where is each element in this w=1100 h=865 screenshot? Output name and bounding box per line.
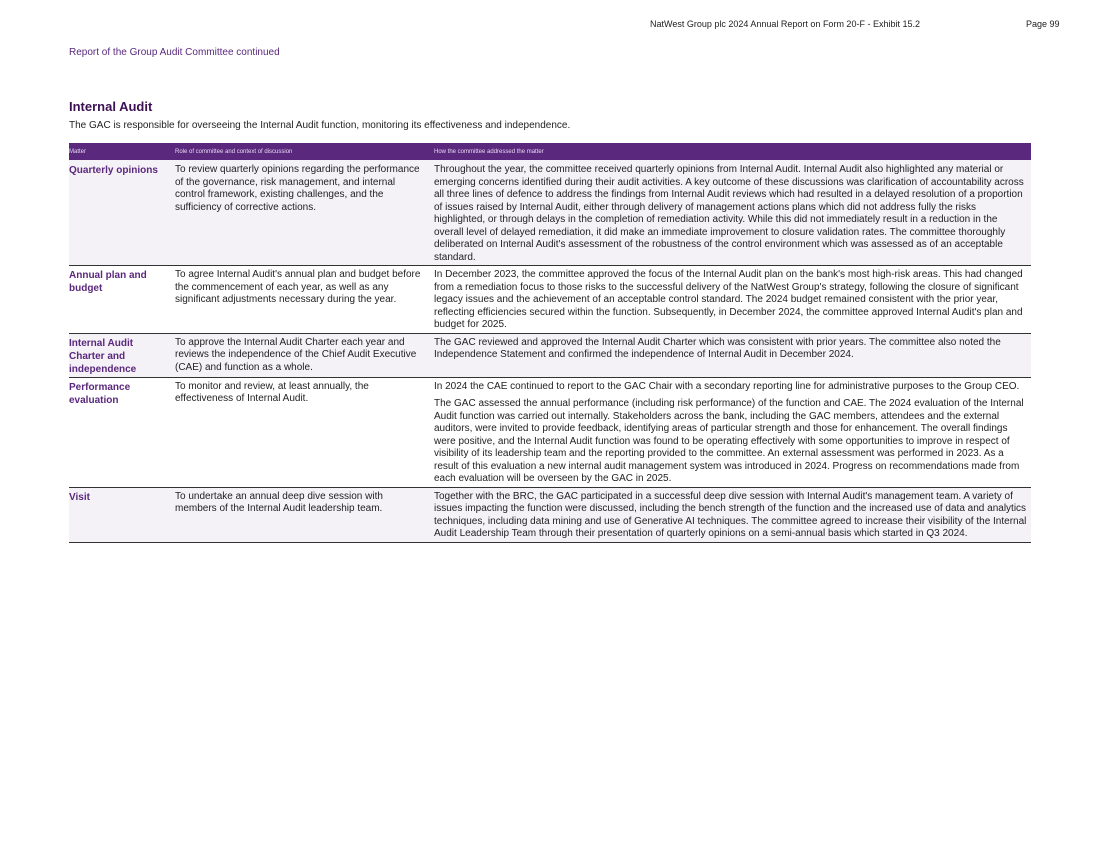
row-matter: Performance evaluation [69,381,131,406]
page-number: Page 99 [1026,19,1060,29]
row-how [434,491,1031,541]
row-how [434,269,1031,332]
section-title: Internal Audit [69,99,153,114]
row-role: To review quarterly opinions regarding the performance of the governance, risk management, and internal control framework, existing challenges, and the sufficiency of corrective actions. [175,164,420,213]
header-matter: Matter [69,148,87,155]
header-how: How the committee addressed the matter [434,148,544,155]
row-how-paragraph: Throughout the year, the committee received quarterly opinions from Internal Audit. Internal Audit also highlighted any material or emerging concerns identified during their audit activities. A key outcome of these discussions was clarification of accountability across all three lines of defence to address the findings from Internal Audit reviews which had resulted in a delayed resolution of a proportion of issues raised by Internal Audit, either through delivery of management actions plans which did not address fully the risks highlighted, or through delays in the completion of remediation activity. While this did not immediately result in a reduction in the overall level of delayed remediation, it did make an immediate improvement to closure validation rates. The committee thoroughly deliberated on Internal Audit's assessment of the robustness of the control environment which was assessed as of an acceptable standard. [434,164,1024,263]
row-how [434,381,1031,486]
header-role: Role of committee and context of discussion [175,148,293,155]
table-row [69,378,1031,488]
row-matter: Internal Audit Charter and independence [69,337,137,375]
report-header-title: NatWest Group plc 2024 Annual Report on Form 20-F - Exhibit 15.2 [650,19,920,29]
page-subtitle: Report of the Group Audit Committee continued [69,47,280,58]
row-role: To undertake an annual deep dive session with members of the Internal Audit leadership team. [175,490,383,514]
row-how-paragraph: Together with the BRC, the GAC participated in a successful deep dive session with Internal Audit's management team. A variety of issues impacting the function were discussed, including the bench strength of the function and the increased use of data and analytics techniques, including data mining and use of Generative AI techniques. The committee agreed to increase their visibility of the Internal Audit Leadership Team through their presentation of quarterly opinions on a semi-annual basis which started in Q3 2024. [434,490,1027,539]
row-how-paragraph: The GAC reviewed and approved the Internal Audit Charter which was consistent with prior years. The committee also noted the Independence Statement and confirmed the independence of Internal Audit in December 2024. [434,336,1001,360]
table-row [69,266,1031,334]
row-how [434,337,1031,376]
internal-audit-table [69,143,1031,543]
row-matter: Quarterly opinions [69,165,158,176]
table-row [69,160,1031,266]
table-header [69,143,1031,160]
row-how-paragraph: In December 2023, the committee approved the focus of the Internal Audit plan on the bank's most high-risk areas. This had changed from a remediation focus to those risks to the successful delivery of the NatWest Group's strategy, following the closure of significant legacy issues and the achievement of an acceptable control standard. The 2024 budget remained consistent with the prior year, reflecting efficiencies secured within the function. Subsequently, in December 2024, the committee approved Internal Audit's plan and budget for 2025. [434,269,1023,330]
row-role: To approve the Internal Audit Charter each year and reviews the independence of the Chief Audit Executive (CAE) and function as a whole. [175,336,417,373]
row-how [434,164,1031,264]
row-role: To monitor and review, at least annually, the effectiveness of Internal Audit. [175,380,369,404]
section-intro: The GAC is responsible for overseeing the Internal Audit function, monitoring its effectiveness and independence. [69,120,571,131]
table-row [69,488,1031,543]
row-how-paragraph: In 2024 the CAE continued to report to the GAC Chair with a secondary reporting line for administrative purposes to the Group CEO. [434,380,1020,392]
table-row [69,334,1031,378]
row-matter: Annual plan and budget [69,270,147,294]
row-how-paragraph: The GAC assessed the annual performance (including risk performance) of the function and CAE. The 2024 evaluation of the Internal Audit function was carried out internally. Stakeholders across the bank, including the GAC members, attendees and the external auditors, were invited to provide feedback, identifying areas of particular strength and those for enhancement. The overall findings were positive, and the Internal Audit function was found to be operating effectively with some opportunities to improve in respect of visibility of its leadership team and the reporting provided to the committee. An external assessment was performed in 2023. As a result of this evaluation a new internal audit management system was introduced in 2024. Progress on recommendations made from each evaluation will be overseen by the GAC in 2025. [434,398,1024,484]
row-matter: Visit [69,491,90,503]
row-role: To agree Internal Audit's annual plan and budget before the commencement of each year, as well as any significant adjustments necessary during the year. [175,269,421,305]
